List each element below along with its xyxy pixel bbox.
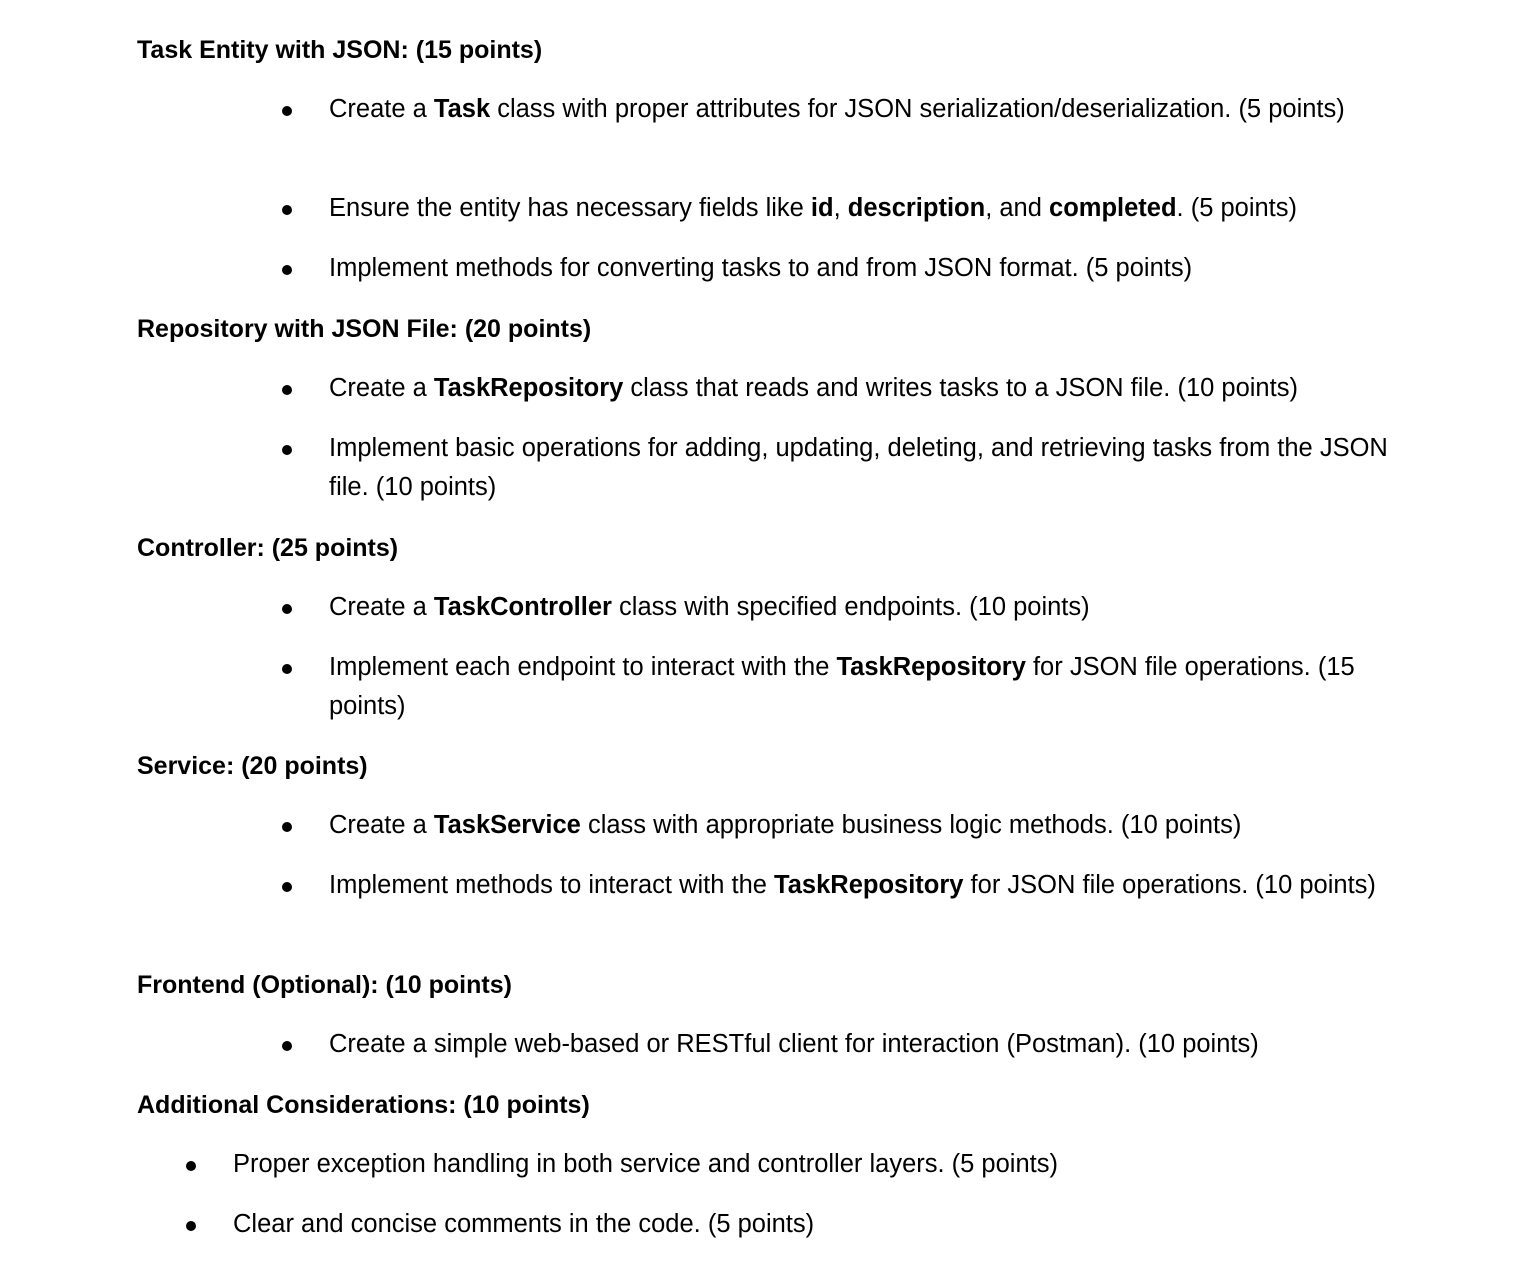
text-run: Clear and concise comments in the code. (5 points) <box>233 1210 815 1238</box>
text-run: Create a <box>329 811 434 839</box>
bullet-icon <box>282 106 292 116</box>
bold-term: description <box>847 194 986 222</box>
bullet-icon <box>282 664 292 674</box>
list-item <box>329 90 1394 129</box>
bullet-icon <box>282 445 292 455</box>
text-run: class with proper attributes for JSON serialization/deserialization. (5 points) <box>490 95 1345 123</box>
list-item <box>329 588 1394 627</box>
section-heading-service: Service: (20 points) <box>137 752 368 780</box>
text-run: Implement methods to interact with the <box>329 871 775 899</box>
text-run: Create a <box>329 374 434 402</box>
bold-term: TaskService <box>433 811 581 839</box>
bullet-icon <box>282 882 292 892</box>
list-item <box>233 1145 1333 1184</box>
section-heading-controller: Controller: (25 points) <box>137 534 399 562</box>
list-item <box>329 648 1394 726</box>
text-run: , <box>833 194 848 222</box>
bullet-icon <box>282 822 292 832</box>
list-item <box>329 429 1394 507</box>
list-item <box>233 1205 1333 1244</box>
text-run: Implement each endpoint to interact with the <box>329 653 837 681</box>
section-heading-repository: Repository with JSON File: (20 points) <box>137 315 592 343</box>
text-run: Implement methods for converting tasks to and from JSON format. (5 points) <box>329 254 1193 282</box>
text-run: for JSON file operations. (10 points) <box>963 871 1376 899</box>
list-item <box>329 249 1394 288</box>
section-heading-additional: Additional Considerations: (10 points) <box>137 1091 590 1119</box>
list-item <box>329 369 1394 408</box>
text-run: Create a <box>329 95 434 123</box>
bold-term: TaskRepository <box>836 653 1026 681</box>
bold-term: id <box>810 194 834 222</box>
text-run: class that reads and writes tasks to a JSON file. (10 points) <box>623 374 1298 402</box>
list-item <box>329 806 1394 845</box>
bold-term: completed <box>1049 194 1177 222</box>
text-run: Proper exception handling in both service and controller layers. (5 points) <box>233 1150 1058 1178</box>
bullet-icon <box>186 1161 196 1171</box>
text-run: Ensure the entity has necessary fields like <box>329 194 811 222</box>
section-heading-task-entity: Task Entity with JSON: (15 points) <box>137 36 543 64</box>
bullet-icon <box>282 385 292 395</box>
bullet-icon <box>282 265 292 275</box>
text-run: for JSON file operations. (15 points) <box>329 653 1355 720</box>
bold-term: TaskRepository <box>774 871 964 899</box>
text-run: . (5 points) <box>1176 194 1298 222</box>
text-run: , and <box>985 194 1050 222</box>
bullet-icon <box>282 205 292 215</box>
list-item <box>329 189 1394 228</box>
list-item <box>329 866 1394 905</box>
list-item <box>329 1025 1394 1064</box>
text-run: Create a simple web-based or RESTful client for interaction (Postman). (10 points) <box>329 1030 1259 1058</box>
section-heading-frontend: Frontend (Optional): (10 points) <box>137 971 512 999</box>
bullet-icon <box>186 1221 196 1231</box>
text-run: class with specified endpoints. (10 points) <box>611 593 1090 621</box>
text-run: Implement basic operations for adding, updating, deleting, and retrieving tasks from the JSON file. (10 points) <box>329 434 1388 501</box>
bold-term: TaskController <box>433 593 612 621</box>
bullet-icon <box>282 604 292 614</box>
bold-term: TaskRepository <box>433 374 624 402</box>
bullet-icon <box>282 1041 292 1051</box>
text-run: Create a <box>329 593 434 621</box>
bold-term: Task <box>433 95 491 123</box>
text-run: class with appropriate business logic methods. (10 points) <box>580 811 1242 839</box>
